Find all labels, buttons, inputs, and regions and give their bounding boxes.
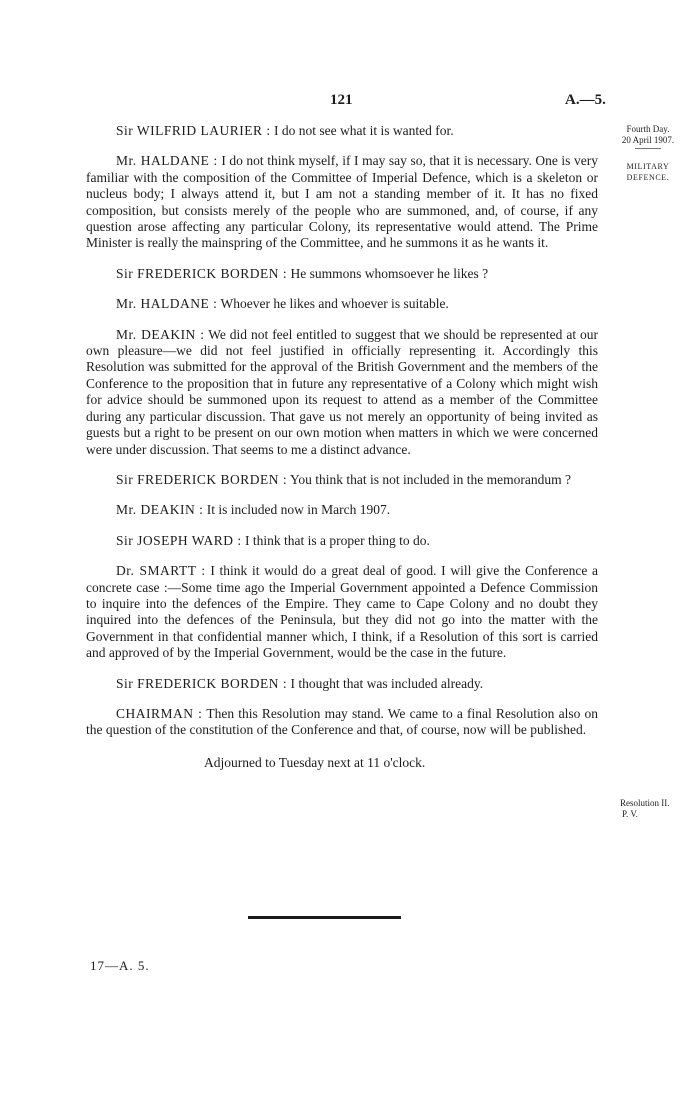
- paragraph-text: We did not feel entitled to suggest that we should be represented at our own pleasure—we did not feel justified in officially representing it. Accordingly this Resolution was submitted for the approval of the British Government and the members of the Conference to the proposition that in future any representative of a Colony which might wish for advice should be summoned upon its request to attend as a member of the Committee during any particular discussion. That gave us not merely an opportunity of being invited as guests but a right to be present on our own motion when matters in which we were concerned were under discussion. That seems to me a distinct advance.: [86, 326, 599, 457]
- footer-reference: 17—A. 5.: [90, 958, 150, 973]
- paragraph-text: You think that is not included in the memorandum ?: [287, 471, 572, 487]
- paragraph-text: It is included now in March 1907.: [203, 502, 391, 518]
- speaker-name: Sir FREDERICK BORDEN :: [116, 471, 288, 487]
- speaker-name: Sir WILFRID LAURIER :: [116, 123, 271, 138]
- paragraph-text: Then this Resolution may stand. We came to a final Resolution also on the question of the constitution of the Conference and that, of course, now will be published.: [86, 705, 598, 738]
- margin-date: 20 April 1907.: [621, 135, 675, 145]
- paragraph-text: I thought that was included already.: [287, 675, 484, 691]
- paragraph-ward: [86, 533, 598, 549]
- margin-topic-line2: DEFENCE.: [626, 173, 670, 182]
- margin-topic-line1: MILITARY: [626, 162, 670, 171]
- margin-rule: [635, 148, 661, 149]
- paragraph-borden-1: [86, 266, 598, 282]
- paragraph-text: I do not think myself, if I may say so, that it is necessary. One is very familiar with the composition of the Committee of Imperial Defence, which is a skeleton or nucleus body; I always attend it, but I am not a standing member of it. It has no fixed composition, but consists merely of the people who are summoned, and, of course, if any question arose affecting any particular Colony, its representative would attend. The Prime Minister is really the mainspring of the Committee, and he summons it as he wants it.: [86, 153, 598, 251]
- paragraph-borden-2: [86, 472, 598, 488]
- paragraph-chairman: [86, 706, 598, 739]
- paragraph-deakin-1: [86, 327, 598, 458]
- paragraph-borden-3: [86, 676, 598, 692]
- speaker-name: Mr. HALDANE :: [116, 153, 218, 169]
- speaker-name: Mr. DEAKIN :: [116, 502, 204, 518]
- margin-day: Fourth Day.: [626, 124, 670, 134]
- page-number: 121: [330, 92, 353, 108]
- paragraph-text: He summons whomsoever he likes ?: [287, 265, 489, 281]
- speaker-name: CHAIRMAN :: [116, 705, 203, 721]
- paragraph-text: I think it would do a great deal of good. I will give the Conference a concrete case :—Some time ago the Imperial Government appointed a Defence Commission to inquire into the defences of the Empire. They came to Cape Colony and no doubt they inquired into the defences of the Peninsula, but they did not go into the matter with the Government in that confidential manner which, I think, if a Resolution of this sort is carried and approved of by the Imperial Government, would be the case in the future.: [86, 563, 598, 661]
- paragraph-text: Whoever he likes and whoever is suitable.: [217, 296, 449, 312]
- paragraph-laurier: [86, 123, 598, 139]
- paragraph-text: I do not see what it is wanted for.: [270, 123, 454, 138]
- paragraph-haldane-1: [86, 153, 598, 251]
- speaker-name: Sir FREDERICK BORDEN :: [116, 265, 288, 281]
- document-reference: A.—5.: [565, 92, 606, 108]
- margin-note-date: [616, 124, 680, 151]
- adjournment-note: Adjourned to Tuesday next at 11 o'clock.: [204, 754, 426, 770]
- margin-note-topic: [618, 161, 678, 183]
- speaker-name: Sir FREDERICK BORDEN :: [116, 675, 288, 691]
- paragraph-smartt: [86, 563, 598, 661]
- speaker-name: Sir JOSEPH WARD :: [116, 532, 242, 548]
- margin-resolution-sub: P. V.: [622, 809, 638, 819]
- transcript-body: [86, 123, 598, 785]
- paragraph-deakin-2: [86, 502, 598, 518]
- speaker-name: Mr. HALDANE :: [116, 296, 218, 312]
- closing-rule: [248, 916, 401, 919]
- margin-note-resolution: [620, 798, 682, 820]
- speaker-name: Mr. DEAKIN :: [116, 326, 205, 342]
- speaker-name: Dr. SMARTT :: [116, 563, 206, 579]
- paragraph-haldane-2: [86, 296, 598, 312]
- margin-resolution: Resolution II.: [620, 798, 670, 808]
- paragraph-text: I think that is a proper thing to do.: [241, 532, 430, 548]
